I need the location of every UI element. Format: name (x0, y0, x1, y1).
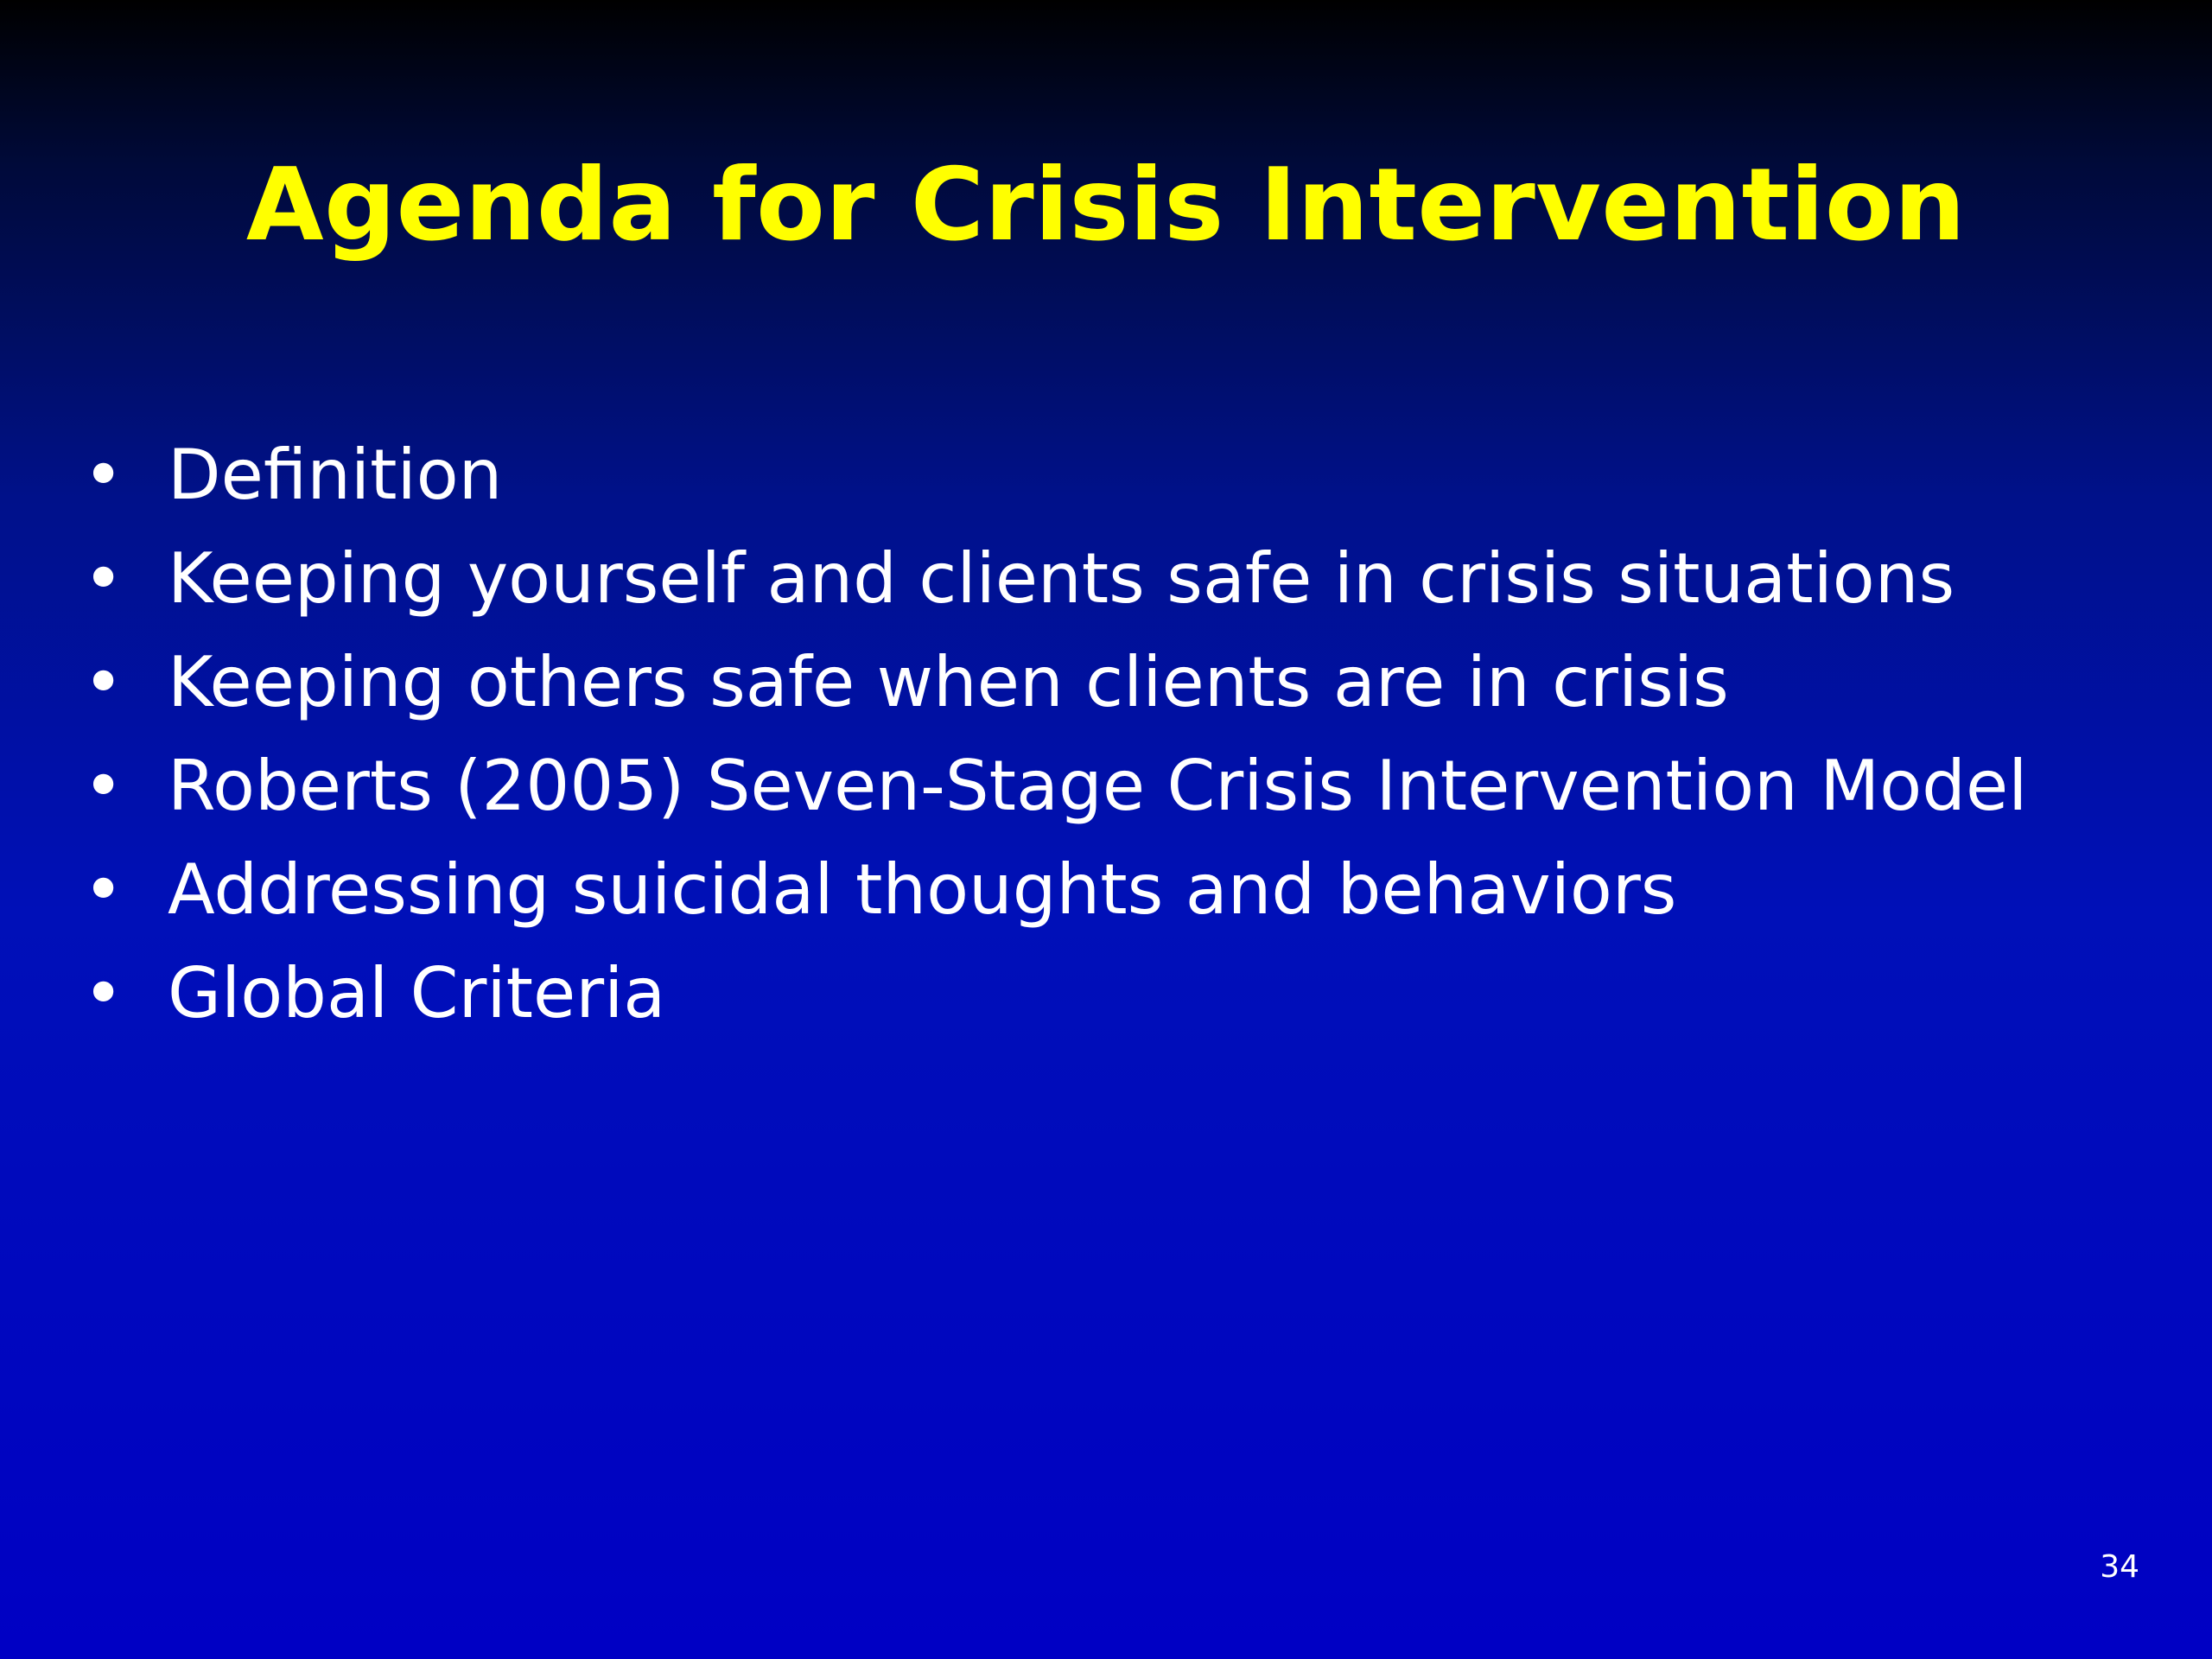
list-item (83, 838, 2027, 942)
list-item (83, 942, 2027, 1046)
list-item (83, 734, 2027, 838)
bullet-icon: • (83, 642, 124, 722)
list-item-text: Addressing suicidal thoughts and behaviors (168, 849, 1677, 930)
list-item-text: Keeping yourself and clients safe in crisis situations (168, 538, 1955, 619)
list-item-text: Keeping others safe when clients are in crisis (168, 642, 1729, 722)
page-number: 34 (2100, 1549, 2139, 1585)
bullet-icon: • (83, 435, 124, 515)
list-item-text: Global Criteria (168, 953, 666, 1033)
bullet-icon: • (83, 953, 124, 1033)
list-item-text: Definition (168, 435, 503, 515)
agenda-list (83, 423, 2027, 1046)
list-item-text: Roberts (2005) Seven-Stage Crisis Intervention Model (168, 746, 2028, 826)
slide-title: Agenda for Crisis Intervention (245, 147, 1967, 264)
bullet-icon: • (83, 538, 124, 619)
bullet-icon: • (83, 746, 124, 826)
list-item (83, 631, 2027, 734)
list-item (83, 527, 2027, 631)
bullet-icon: • (83, 849, 124, 930)
list-item (83, 423, 2027, 527)
